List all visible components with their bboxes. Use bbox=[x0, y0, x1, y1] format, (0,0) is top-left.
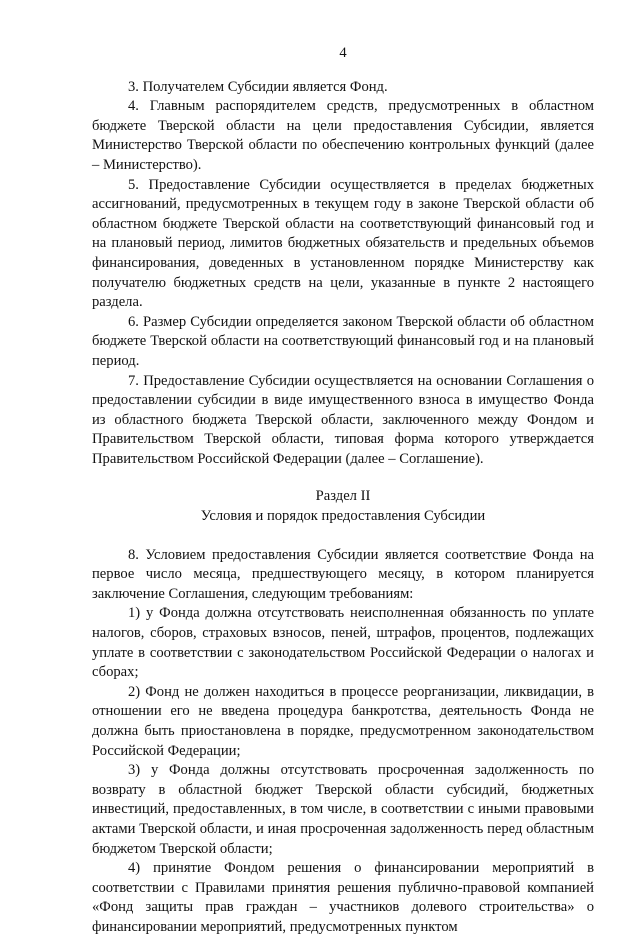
requirement-4: 4) принятие Фондом решения о финансировании мероприятий в соответствии с Правилами принятия решения публично-правовой компанией «Фонд защиты прав граждан – участников долевого строительства» о финансировании мероприятий, предусмотренных пунктом bbox=[92, 860, 594, 935]
paragraph-5: 5. Предоставление Субсидии осуществляется в пределах бюджетных ассигнований, предусмотренных в текущем году в законе Тверской области об областном бюджете Тверской области на соответствующий финансовый год и на плановый период, лимитов бюджетных обязательств и предельных объемов финансирования, доведенных в установленном порядке Министерству как получателю бюджетных средств на цели, указанные в пункте 2 настоящего раздела. bbox=[92, 176, 594, 311]
page-number: 4 bbox=[339, 45, 347, 61]
section-number: Раздел II bbox=[315, 488, 371, 505]
paragraph-3: 3. Получателем Субсидии является Фонд. bbox=[128, 78, 388, 95]
section-title: Условия и порядок предоставления Субсидии bbox=[200, 508, 486, 525]
document-page bbox=[92, 44, 594, 938]
requirement-3: 3) у Фонда должны отсутствовать просроченная задолженность по возврату в областной бюджет Тверской области субсидий, бюджетных инвестиций, предоставленных, в том числе, в соответствии с иными правовыми актами Тверской области, и иная просроченная задолженность перед областным бюджетом Тверской области; bbox=[92, 762, 594, 857]
paragraph-4: 4. Главным распорядителем средств, предусмотренных в областном бюджете Тверской области на цели предоставления Субсидии, является Министерство Тверской области по обеспечению контрольных функций (далее – Министерство). bbox=[92, 98, 594, 173]
paragraph-7: 7. Предоставление Субсидии осуществляется на основании Соглашения о предоставлении субсидии в виде имущественного взноса в имущество Фонда из областного бюджета Тверской области, заключенного между Фондом и Правительством Тверской области, типовая форма которого утверждается Правительством Российской Федерации (далее – Соглашение). bbox=[92, 372, 594, 467]
paragraph-6: 6. Размер Субсидии определяется законом Тверской области об областном бюджете Тверской области на соответствующий финансовый год и на плановый период. bbox=[92, 313, 594, 369]
requirement-2: 2) Фонд не должен находиться в процессе реорганизации, ликвидации, в отношении его не введена процедура банкротства, деятельность Фонда не должна быть приостановлена в порядке, предусмотренном законодательством Российской Федерации; bbox=[92, 683, 594, 759]
paragraph-8: 8. Условием предоставления Субсидии является соответствие Фонда на первое число месяца, предшествующего месяцу, в котором планируется заключение Соглашения, следующим требованиям: bbox=[92, 546, 594, 602]
requirement-1: 1) у Фонда должна отсутствовать неисполненная обязанность по уплате налогов, сборов, страховых взносов, пеней, штрафов, процентов, подлежащих уплате в соответствии с законодательством Российской Федерации о налогах и сборах; bbox=[92, 605, 594, 681]
